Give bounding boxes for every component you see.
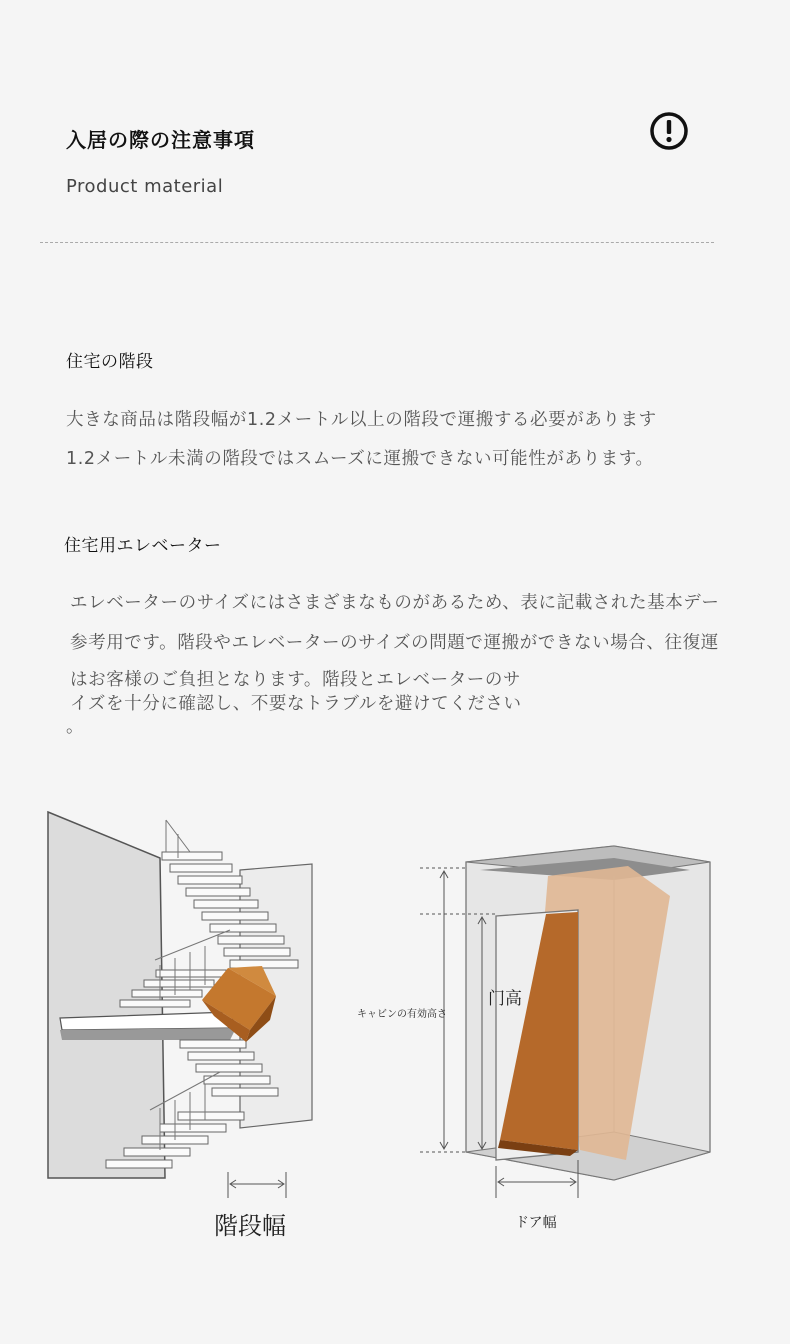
elevator-line-4: イズを十分に確認し、不要なトラブルを避けてください bbox=[70, 694, 522, 714]
page-subtitle: Product material bbox=[66, 176, 224, 197]
door-height-label: 门高 bbox=[488, 989, 522, 1009]
stairs-line-1: 大きな商品は階段幅が1.2メートル以上の階段で運搬する必要があります bbox=[66, 410, 657, 430]
exclamation-circle-icon bbox=[648, 110, 690, 152]
cabin-height-label: キャビンの有効高さ bbox=[357, 1009, 447, 1020]
section-divider bbox=[40, 242, 714, 243]
elevator-line-5: 。 bbox=[66, 717, 85, 737]
elevator-drawing bbox=[420, 846, 710, 1198]
elevator-heading: 住宅用エレベーター bbox=[64, 536, 222, 556]
delivery-illustration bbox=[0, 800, 790, 1260]
stairs-line-2: 1.2メートル未満の階段ではスムーズに運搬できない可能性があります。 bbox=[66, 449, 654, 469]
elevator-line-2: 参考用です。階段やエレベーターのサイズの問題で運搬ができない場合、往復運 bbox=[70, 633, 719, 653]
door-width-caption: ドア幅 bbox=[515, 1215, 557, 1231]
staircase-drawing bbox=[48, 812, 312, 1198]
page-title: 入居の際の注意事項 bbox=[66, 128, 255, 152]
stairs-width-caption: 階段幅 bbox=[214, 1212, 286, 1240]
stairs-heading: 住宅の階段 bbox=[66, 352, 154, 372]
elevator-line-3: はお客様のご負担となります。階段とエレベーターのサ bbox=[70, 670, 522, 690]
elevator-line-1: エレベーターのサイズにはさまざまなものがあるため、表に記載された基本デー bbox=[70, 593, 720, 613]
